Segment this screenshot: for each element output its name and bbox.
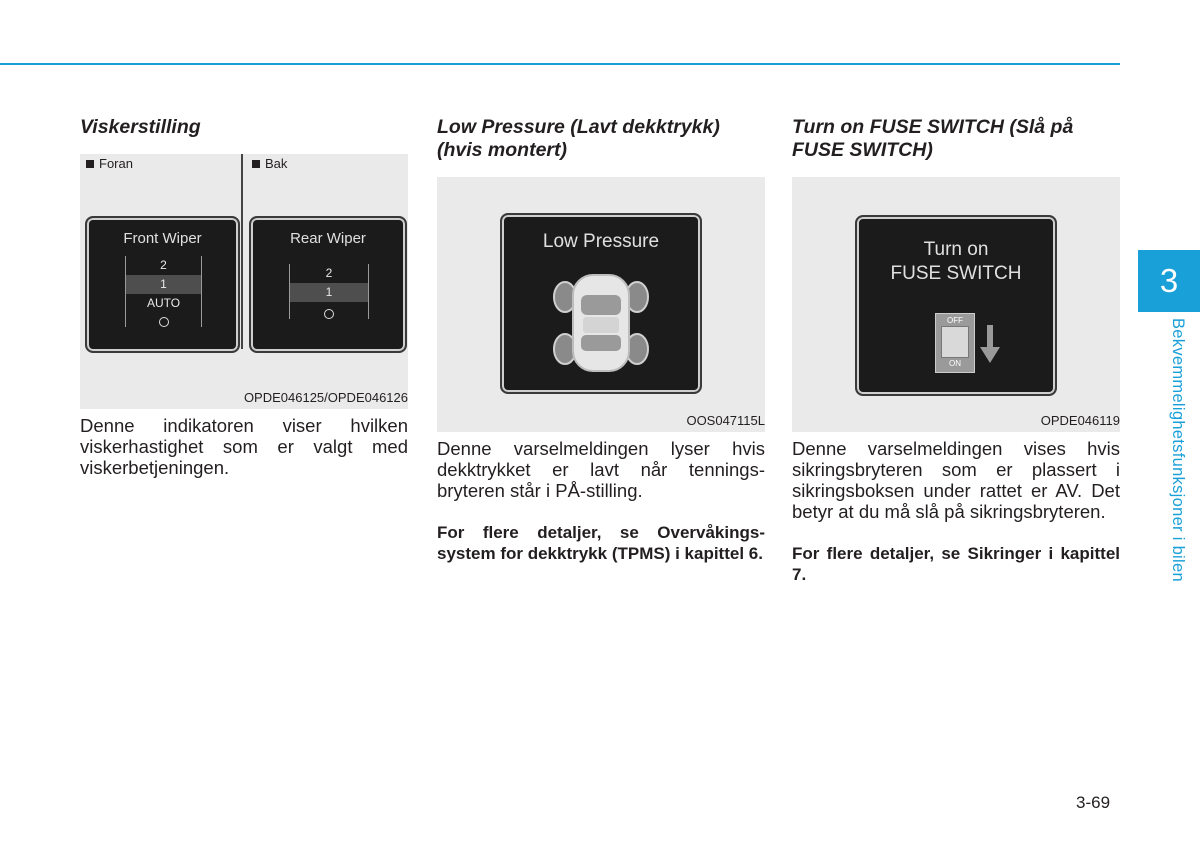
header-rule xyxy=(0,63,1120,65)
wiper-figure xyxy=(80,154,408,409)
figure-code: OPDE046125/OPDE046126 xyxy=(243,390,408,405)
front-wiper-display xyxy=(85,216,240,353)
section-note: For flere detaljer, se Overvåkings-system for dekktrykk (TPMS) i kapittel 6. xyxy=(437,523,765,563)
chapter-tab: 3 xyxy=(1138,250,1200,312)
down-arrow-icon xyxy=(979,325,1001,365)
fuse-switch-line2: FUSE SWITCH xyxy=(890,263,1022,284)
front-level-1: 1 xyxy=(126,275,201,294)
rear-label: Bak xyxy=(252,156,287,171)
rear-level-2: 2 xyxy=(325,266,333,280)
low-pressure-figure xyxy=(437,177,765,432)
page-number: 3-69 xyxy=(1076,793,1111,812)
rear-wiper-title: Rear Wiper xyxy=(290,230,366,247)
fuse-switch-figure xyxy=(792,177,1120,432)
section-body: Denne varselmeldingen vises hvis sikringsbryteren som er plassert i sikringsboksen under rattet er AV. Det betyr at du må slå på sikringsbryteren. xyxy=(792,438,1120,522)
front-level-auto: AUTO xyxy=(146,296,181,310)
rear-level-1: 1 xyxy=(290,283,368,302)
section-heading: Viskerstilling xyxy=(80,116,201,138)
front-label: Foran xyxy=(86,156,133,171)
figure-divider xyxy=(241,154,243,349)
section-note: For flere detaljer, se Sikringer i kapittel 7. xyxy=(792,544,1120,584)
low-pressure-display xyxy=(500,213,702,394)
section-heading: Turn on FUSE SWITCH (Slå på FUSE SWITCH) xyxy=(792,116,1074,161)
front-wiper-title: Front Wiper xyxy=(123,230,202,247)
rear-wiper-display xyxy=(249,216,407,353)
rear-off-circle-icon xyxy=(324,309,334,319)
section-wiper-position xyxy=(80,116,408,478)
switch-off-label: OFF xyxy=(947,316,963,325)
section-heading: Low Pressure (Lavt dekktrykk) (hvis montert) xyxy=(437,116,720,161)
section-low-pressure xyxy=(437,116,765,564)
fuse-switch-line1: Turn on xyxy=(923,239,989,260)
section-body: Denne indikatoren viser hvilken viskerhastighet som er valgt med viskerbetjeningen. xyxy=(80,415,408,478)
fuse-switch-icon xyxy=(935,313,975,373)
chapter-title: Bekvemmelighetsfunksjoner i bilen xyxy=(1169,318,1187,582)
figure-code: OOS047115L xyxy=(686,413,765,428)
section-fuse-switch xyxy=(792,116,1120,585)
front-off-circle-icon xyxy=(159,317,169,327)
low-pressure-title: Low Pressure xyxy=(542,231,660,252)
fuse-switch-display xyxy=(855,215,1057,396)
figure-code: OPDE046119 xyxy=(1040,413,1120,428)
switch-on-label: ON xyxy=(949,359,961,368)
section-body: Denne varselmeldingen lyser hvis dekktrykket er lavt når tennings-bryteren står i PÅ-stilling. xyxy=(437,438,765,501)
tire-pressure-car-icon xyxy=(551,269,651,379)
front-level-2: 2 xyxy=(160,258,167,272)
